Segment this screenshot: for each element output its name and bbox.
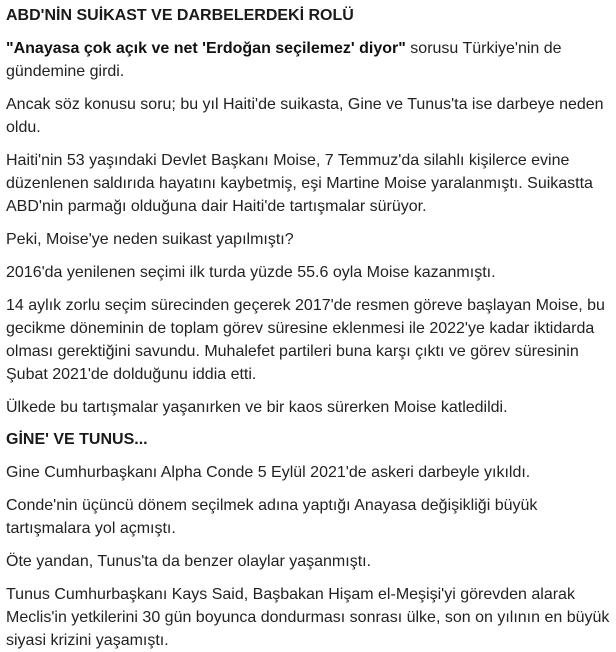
- paragraph-2: Ancak söz konusu soru; bu yıl Haiti'de suikasta, Gine ve Tunus'ta ise darbeye neden oldu.: [6, 96, 604, 136]
- section-heading-gine-tunus: GİNE' VE TUNUS...: [6, 431, 148, 448]
- paragraph-9: Conde'nin üçüncü dönem seçilmek adına yaptığı Anayasa değişikliği büyük tartışmalara yol açmıştı.: [6, 497, 538, 537]
- paragraph-11: Tunus Cumhurbaşkanı Kays Said, Başbakan Hişam el-Meşişi'yi görevden alarak Meclis'in yetkilerini 30 gün boyunca dondurması sonrası ülke, son on yılının en büyük siyasi krizini yaşamıştı.: [6, 586, 610, 649]
- paragraph-3: Haiti'nin 53 yaşındaki Devlet Başkanı Moise, 7 Temmuz'da silahlı kişilerce evine düzenlenen saldırıda hayatını kaybetmiş, eşi Martine Moise yaralanmıştı. Suikastta ABD'nin parmağı olduğuna dair Haiti'de tartışmalar sürüyor.: [6, 152, 593, 215]
- lead-rest: sorusu Türkiye'nin de gündemine girdi.: [6, 40, 562, 80]
- paragraph-5: 2016'da yenilenen seçimi ilk turda yüzde 55.6 oyla Moise kazanmıştı.: [6, 264, 496, 281]
- paragraph-lead: [6, 37, 610, 83]
- paragraph-10: Öte yandan, Tunus'ta da benzer olaylar yaşanmıştı.: [6, 553, 372, 570]
- section-heading-abd: ABD'NİN SUİKAST VE DARBELERDEKİ ROLÜ: [6, 7, 354, 24]
- paragraph-7: Ülkede bu tartışmalar yaşanırken ve bir kaos sürerken Moise katledildi.: [6, 399, 508, 416]
- paragraph-4: Peki, Moise'ye neden suikast yapılmıştı?: [6, 231, 294, 248]
- paragraph-6: 14 aylık zorlu seçim sürecinden geçerek 2017'de resmen göreve başlayan Moise, bu gecikme döneminin de toplam görev süresine eklenmesi ile 2022'ye kadar iktidarda olması gerektiğini savundu. Muhalefet partileri buna karşı çıktı ve görev süresinin Şubat 2021'de dolduğunu iddia etti.: [6, 297, 605, 383]
- lead-quote: "Anayasa çok açık ve net 'Erdoğan seçilemez' diyor": [6, 40, 406, 57]
- paragraph-8: Gine Cumhurbaşkanı Alpha Conde 5 Eylül 2021'de askeri darbeyle yıkıldı.: [6, 464, 531, 481]
